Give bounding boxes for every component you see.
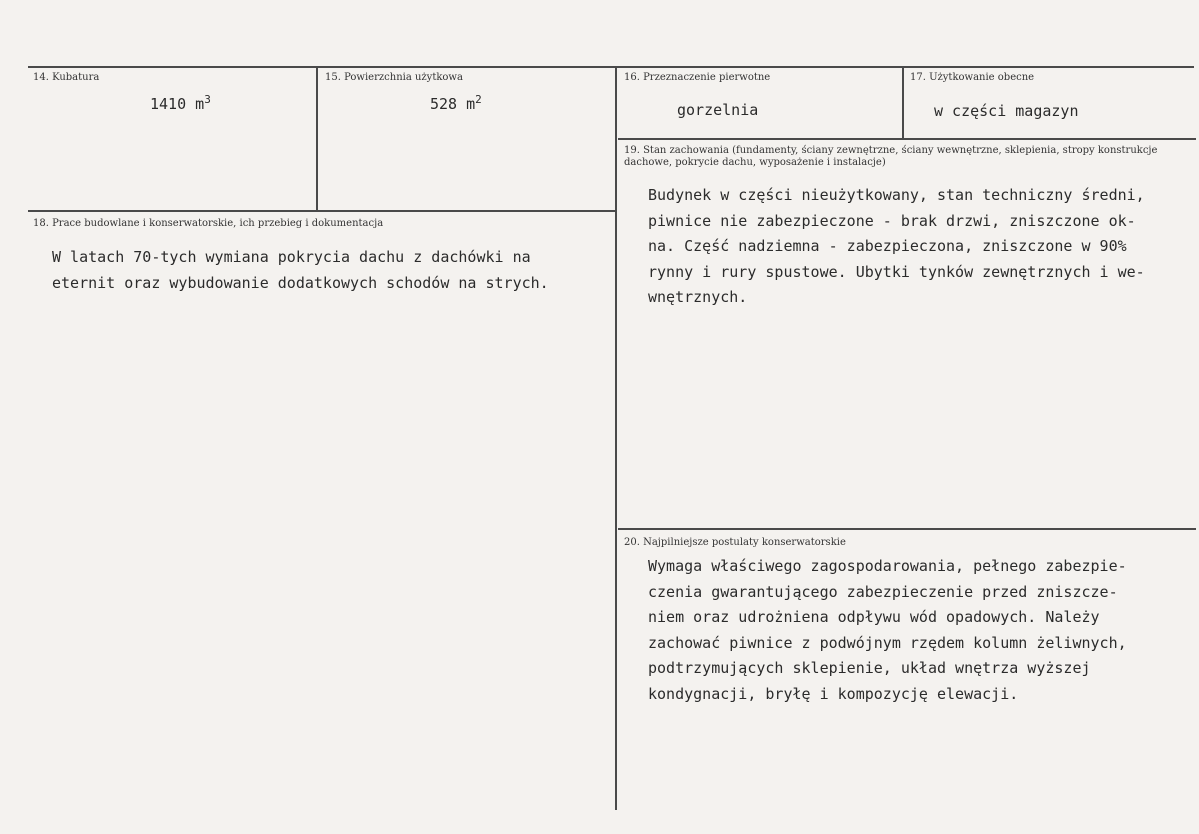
field-15-unit-exponent: 2 [475,93,482,106]
field-16-value: gorzelnia [677,101,759,119]
field-14-value [150,93,211,113]
field-15-number: 528 m [430,95,476,113]
field-19-line: Budynek w części nieużytkowany, stan techniczny średni, [648,186,1145,204]
rule-above-18 [28,210,615,212]
field-14-unit-exponent: 3 [204,93,211,106]
divider-16-17 [902,66,904,138]
field-18-line: W latach 70-tych wymiana pokrycia dachu z dachówki na [52,248,531,266]
field-14-label: 14. Kubatura [33,72,100,83]
rule-above-20 [618,528,1196,530]
field-15-value [430,93,482,113]
field-19-line: wnętrznych. [648,288,748,306]
field-18-text [52,245,549,296]
field-20-line: niem oraz udrożniena odpływu wód opadowych. Należy [648,608,1100,626]
field-19-text [648,183,1145,311]
field-16-label: 16. Przeznaczenie pierwotne [624,72,771,83]
field-14-number: 1410 m [150,95,205,113]
field-20-line: czenia gwarantującego zabezpieczenie przed zniszcze- [648,582,1118,601]
divider-left-right [615,66,617,810]
field-18-line: eternit oraz wybudowanie dodatkowych schodów na strych. [52,273,549,292]
field-17-value: w części magazyn [934,102,1079,120]
top-rule [28,66,1194,68]
field-17-label: 17. Użytkowanie obecne [910,72,1035,83]
field-20-line: podtrzymujących sklepienie, układ wnętrza wyższej [648,659,1091,677]
field-15-label: 15. Powierzchnia użytkowa [325,72,463,83]
field-20-label: 20. Najpilniejsze postulaty konserwatorskie [624,537,846,548]
rule-above-19 [618,138,1196,140]
field-19-line: piwnice nie zabezpieczone - brak drzwi, zniszczone ok- [648,211,1136,230]
field-19-line: na. Część nadziemna - zabezpieczona, zniszczone w 90% [648,237,1127,255]
field-20-line: zachować piwnice z podwójnym rzędem kolumn żeliwnych, [648,633,1127,652]
divider-14-15 [316,66,318,211]
field-19-line: rynny i rury spustowe. Ubytki tynków zewnętrznych i we- [648,262,1145,281]
field-19-label: 19. Stan zachowania (fundamenty, ściany zewnętrzne, ściany wewnętrzne, sklepienia, stropy konstrukcje dachowe, pokrycie dachu, wyposażenie i instalacje) [624,145,1158,168]
field-20-line: Wymaga właściwego zagospodarowania, pełnego zabezpie- [648,557,1127,575]
field-20-line: kondygnacji, bryłę i kompozycję elewacji. [648,684,1019,703]
field-18-label: 18. Prace budowlane i konserwatorskie, ich przebieg i dokumentacja [33,218,384,229]
field-20-text [648,554,1127,707]
